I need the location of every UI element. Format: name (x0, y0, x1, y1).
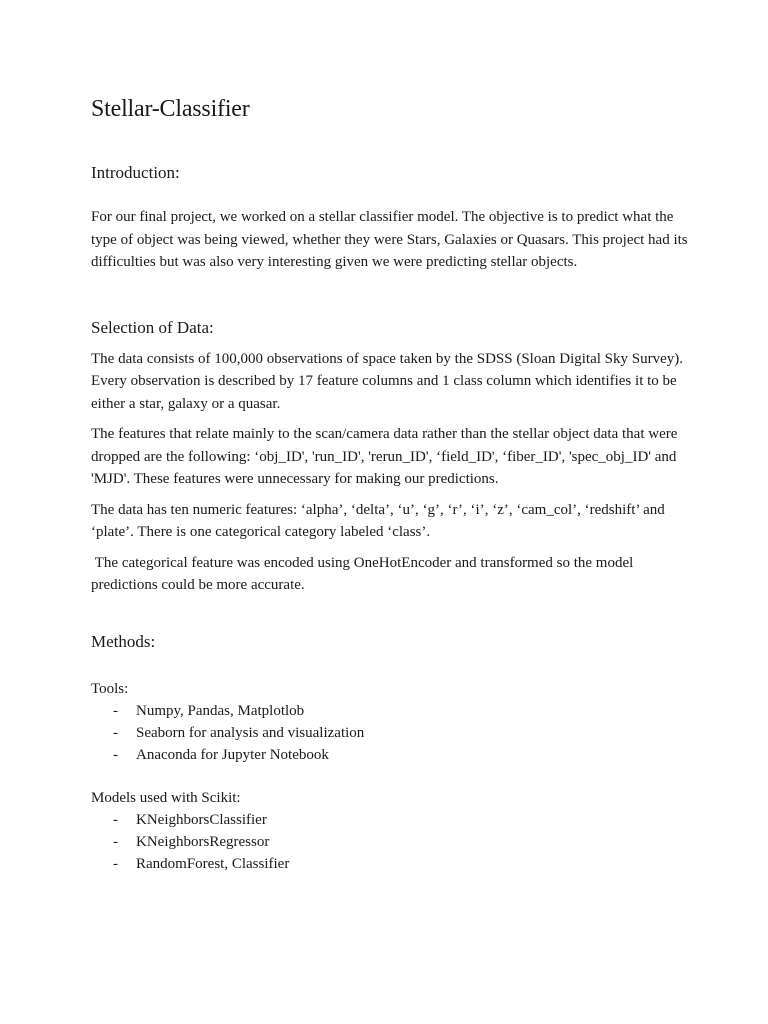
list-item-text: Anaconda for Jupyter Notebook (136, 746, 329, 763)
list-item (91, 853, 691, 875)
list-item (91, 744, 691, 766)
selection-of-data-heading: Selection of Data: (91, 317, 214, 337)
list-item (91, 809, 691, 831)
data-paragraph-4: The categorical feature was encoded using OneHotEncoder and transformed so the model predictions could be more accurate. (91, 554, 638, 593)
list-dash: - (113, 855, 118, 872)
document-title: Stellar-Classifier (91, 96, 250, 122)
list-dash: - (113, 833, 118, 850)
list-dash: - (113, 724, 118, 741)
introduction-paragraph: For our final project, we worked on a stellar classifier model. The objective is to predict what the type of object was being viewed, whether they were Stars, Galaxies or Quasars. This project had its difficulties but was also very interesting given we were predicting stellar objects. (91, 209, 688, 270)
data-paragraph-3: The data has ten numeric features: ‘alpha’, ‘delta’, ‘u’, ‘g’, ‘r’, ‘i’, ‘z’, ‘cam_col’, ‘redshift’ and ‘plate’. There is one categorical category labeled ‘class’. (91, 501, 665, 540)
list-item-text: KNeighborsRegressor (136, 833, 270, 850)
list-dash: - (113, 811, 118, 828)
list-dash: - (113, 702, 118, 719)
data-paragraph-1: The data consists of 100,000 observations of space taken by the SDSS (Sloan Digital Sky Survey). Every observation is described by 17 feature columns and 1 class column which identifies it to be either a star, galaxy or a quasar. (91, 350, 684, 412)
tools-label: Tools: (91, 680, 129, 697)
list-item-text: KNeighborsClassifier (136, 811, 267, 828)
methods-heading: Methods: (91, 631, 156, 651)
list-item (91, 831, 691, 853)
list-item-text: Seaborn for analysis and visualization (136, 724, 365, 741)
data-paragraph-2: The features that relate mainly to the scan/camera data rather than the stellar object data that were dropped are the following: ‘obj_ID', 'run_ID', 'rerun_ID', ‘field_ID', ‘fiber_ID', 'spec_obj_ID' and 'MJD'. These features were unnecessary for making our predictions. (91, 426, 678, 487)
list-item (91, 700, 691, 722)
list-dash: - (113, 746, 118, 763)
list-item (91, 722, 691, 744)
document-content (91, 92, 691, 875)
models-list (91, 809, 691, 875)
list-item-text: RandomForest, Classifier (136, 855, 290, 872)
list-item-text: Numpy, Pandas, Matplotlob (136, 702, 305, 719)
models-label: Models used with Scikit: (91, 789, 241, 806)
introduction-heading: Introduction: (91, 163, 180, 182)
tools-list (91, 700, 691, 766)
